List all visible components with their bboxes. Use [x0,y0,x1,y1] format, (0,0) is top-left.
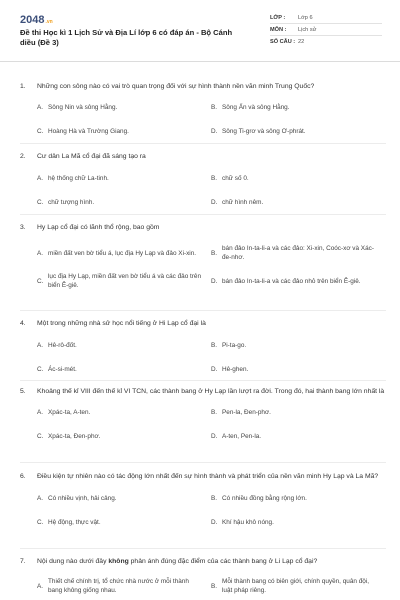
option-letter: D. [211,128,218,135]
answer-option-c[interactable] [37,365,211,374]
question-stem [20,319,386,329]
option-text: bán đảo In-ta-li-a và các đảo: Xi-xin, Coóc-xơ và Xác-đe-nhơ. [222,245,374,261]
question-divider [20,214,386,215]
question-number: 1. [20,83,26,90]
answer-options [37,174,386,207]
question-stem [20,387,386,397]
option-letter: B. [211,409,218,416]
answer-options [37,577,386,595]
meta-key: LỚP : [270,14,286,21]
document-title: Đề thi Học kì 1 Lịch Sử và Địa Lí lớp 6 có đáp án - Bộ Cánh diều (Đề 3) [20,28,233,47]
brand-block [20,14,240,61]
option-text: Thiết chế chính trị, tổ chức nhà nước ở mỗi thành bang không giống nhau. [48,578,189,594]
answer-option-c[interactable] [37,127,211,136]
option-letter: C. [37,366,44,373]
answer-options [37,103,386,136]
option-text: miền đất ven bờ tiểu á, lục địa Hy Lạp và đảo Xi-xin. [48,249,197,257]
question-stem [20,82,386,92]
option-text: bán đảo In-ta-li-a và các đảo nhỏ trên biển Ê-giê. [222,277,361,285]
option-text: Sông Ấn và sông Hằng. [222,104,290,111]
option-text: Xpác-ta, A-ten. [48,409,91,416]
question-divider [20,462,386,463]
option-text: Hê-rô-đốt. [48,342,77,349]
option-text: chữ hình nêm. [222,199,264,206]
option-text: Sông Ti-grơ và sông Ơ-phrát. [222,128,306,135]
meta-row-question-count [270,36,382,48]
answer-option-b[interactable] [211,103,385,112]
option-letter: A. [37,582,44,590]
answer-option-a[interactable] [37,341,211,350]
option-text: Mỗi thành bang có biên giới, chính quyền, quân đội, luật pháp riêng. [222,578,370,594]
question-stem [20,557,386,567]
meta-key: SỐ CÂU : [270,39,296,45]
answer-option-d[interactable] [211,198,385,207]
option-letter: A. [37,249,44,257]
option-letter: B. [211,495,218,502]
question-stem [20,472,386,482]
option-text: lục địa Hy Lạp, miền đất ven bờ tiểu á và các đảo trên biển Ê-giê. [48,273,202,289]
question-text: Hy Lạp cổ đại có lãnh thổ rộng, bao gồm [37,224,160,231]
option-text: hệ thống chữ La-tinh. [48,175,109,182]
option-letter: C. [37,277,44,285]
option-letter: D. [211,519,218,526]
option-letter: A. [37,342,44,349]
option-letter: A. [37,175,44,182]
option-text: Hoàng Hà và Trường Giang. [48,128,129,135]
option-text: Pi-ta-go. [222,342,247,349]
option-letter: C. [37,433,44,440]
answer-option-d[interactable] [211,272,385,290]
option-letter: B. [211,582,218,590]
option-letter: B. [211,175,218,182]
question-1 [20,82,386,136]
answer-option-a[interactable] [37,494,211,503]
answer-option-a[interactable] [37,244,211,262]
answer-option-a[interactable] [37,408,211,417]
question-divider [20,548,386,549]
answer-option-c[interactable] [37,198,211,207]
question-number: 5. [20,388,26,395]
question-stem [20,223,386,233]
answer-options [37,341,386,374]
option-text: A-ten, Pen-la. [222,433,262,440]
meta-value: 22 [298,39,305,45]
page-header [0,14,400,62]
answer-option-b[interactable] [211,577,385,595]
option-letter: C. [37,199,44,206]
answer-option-c[interactable] [37,272,211,290]
meta-key: MÔN : [270,26,287,33]
question-3 [20,223,386,290]
option-letter: A. [37,104,44,111]
answer-options [37,408,386,441]
option-text: Có nhiều đồng bằng rộng lớn. [222,495,307,502]
option-text: chữ số 0. [222,175,249,182]
question-4 [20,319,386,374]
option-letter: D. [211,277,218,285]
answer-option-a[interactable] [37,174,211,183]
logo-text: 2048 [20,14,45,26]
option-text: Sông Nin và sông Hằng. [48,104,118,111]
answer-option-d[interactable] [211,127,385,136]
option-letter: C. [37,128,44,135]
question-2 [20,152,386,207]
question-5 [20,387,386,441]
question-text-part: phản ánh đúng đặc điểm của các thành bang ở Li Lạp cổ đại? [128,558,318,565]
meta-row-subject [270,24,382,36]
option-text: Xpác-ta, Đen-phơ. [48,433,101,440]
option-text: chữ tượng hình. [48,199,95,206]
question-text: Cư dân La Mã cổ đại đã sáng tạo ra [37,153,146,160]
question-divider [20,143,386,144]
site-logo[interactable] [20,14,240,26]
answer-option-b[interactable] [211,244,385,262]
question-text: Một trong những nhà sử học nổi tiếng ở Hi Lạp cổ đại là [37,320,206,327]
option-text: Ác-si-mét. [48,366,77,373]
answer-option-c[interactable] [37,432,211,441]
logo-suffix: .vn [45,19,53,25]
answer-option-a[interactable] [37,577,211,595]
answer-option-d[interactable] [211,432,385,441]
option-letter: B. [211,342,218,349]
answer-option-d[interactable] [211,518,385,527]
option-text: Có nhiều vịnh, hải cảng. [48,495,117,502]
question-number: 3. [20,224,26,231]
question-text: Khoảng thế kỉ VIII đến thế kỉ VI TCN, các thành bang ở Hy Lạp lần lượt ra đời. Trong đó, hai thành bang lớn nhất là [37,388,385,395]
answer-option-c[interactable] [37,518,211,527]
meta-value: Lịch sử [298,26,317,33]
exam-meta-table [270,12,382,61]
option-letter: A. [37,409,44,416]
question-text [37,557,386,567]
answer-option-b[interactable] [211,341,385,350]
option-letter: C. [37,519,44,526]
answer-option-b[interactable] [211,174,385,183]
question-text: Những con sông nào có vai trò quan trọng đối với sự hình thành nền văn minh Trung Quốc? [37,83,315,90]
answer-option-b[interactable] [211,494,385,503]
option-letter: B. [211,249,218,257]
meta-row-class [270,12,382,24]
question-number: 2. [20,153,26,160]
question-text-part: Nội dung nào dưới đây [37,558,109,565]
option-letter: D. [211,433,218,440]
option-text: Hê-ghen. [222,366,249,373]
option-text: Pen-la, Đen-phơ. [222,409,271,416]
question-7 [20,557,386,595]
question-number: 6. [20,473,26,480]
option-text: Hệ động, thực vật. [48,519,101,526]
answer-option-d[interactable] [211,365,385,374]
meta-value: Lớp 6 [298,14,313,21]
answer-options [37,494,386,527]
answer-option-a[interactable] [37,103,211,112]
question-number: 4. [20,320,26,327]
question-text-emphasis: không [108,558,129,565]
question-number: 7. [20,558,26,565]
question-6 [20,472,386,527]
option-text: Khí hậu khô nóng. [222,519,274,526]
option-letter: D. [211,199,218,206]
option-letter: B. [211,104,218,111]
option-letter: A. [37,495,44,502]
question-stem [20,152,386,162]
question-divider [20,310,386,311]
question-divider [20,380,386,381]
answer-option-b[interactable] [211,408,385,417]
question-text: Điều kiện tự nhiên nào có tác động lớn nhất đến sự hình thành và phát triển của nền văn minh Hy Lạp và La Mã? [37,473,379,480]
option-letter: D. [211,366,218,373]
answer-options [37,244,386,290]
